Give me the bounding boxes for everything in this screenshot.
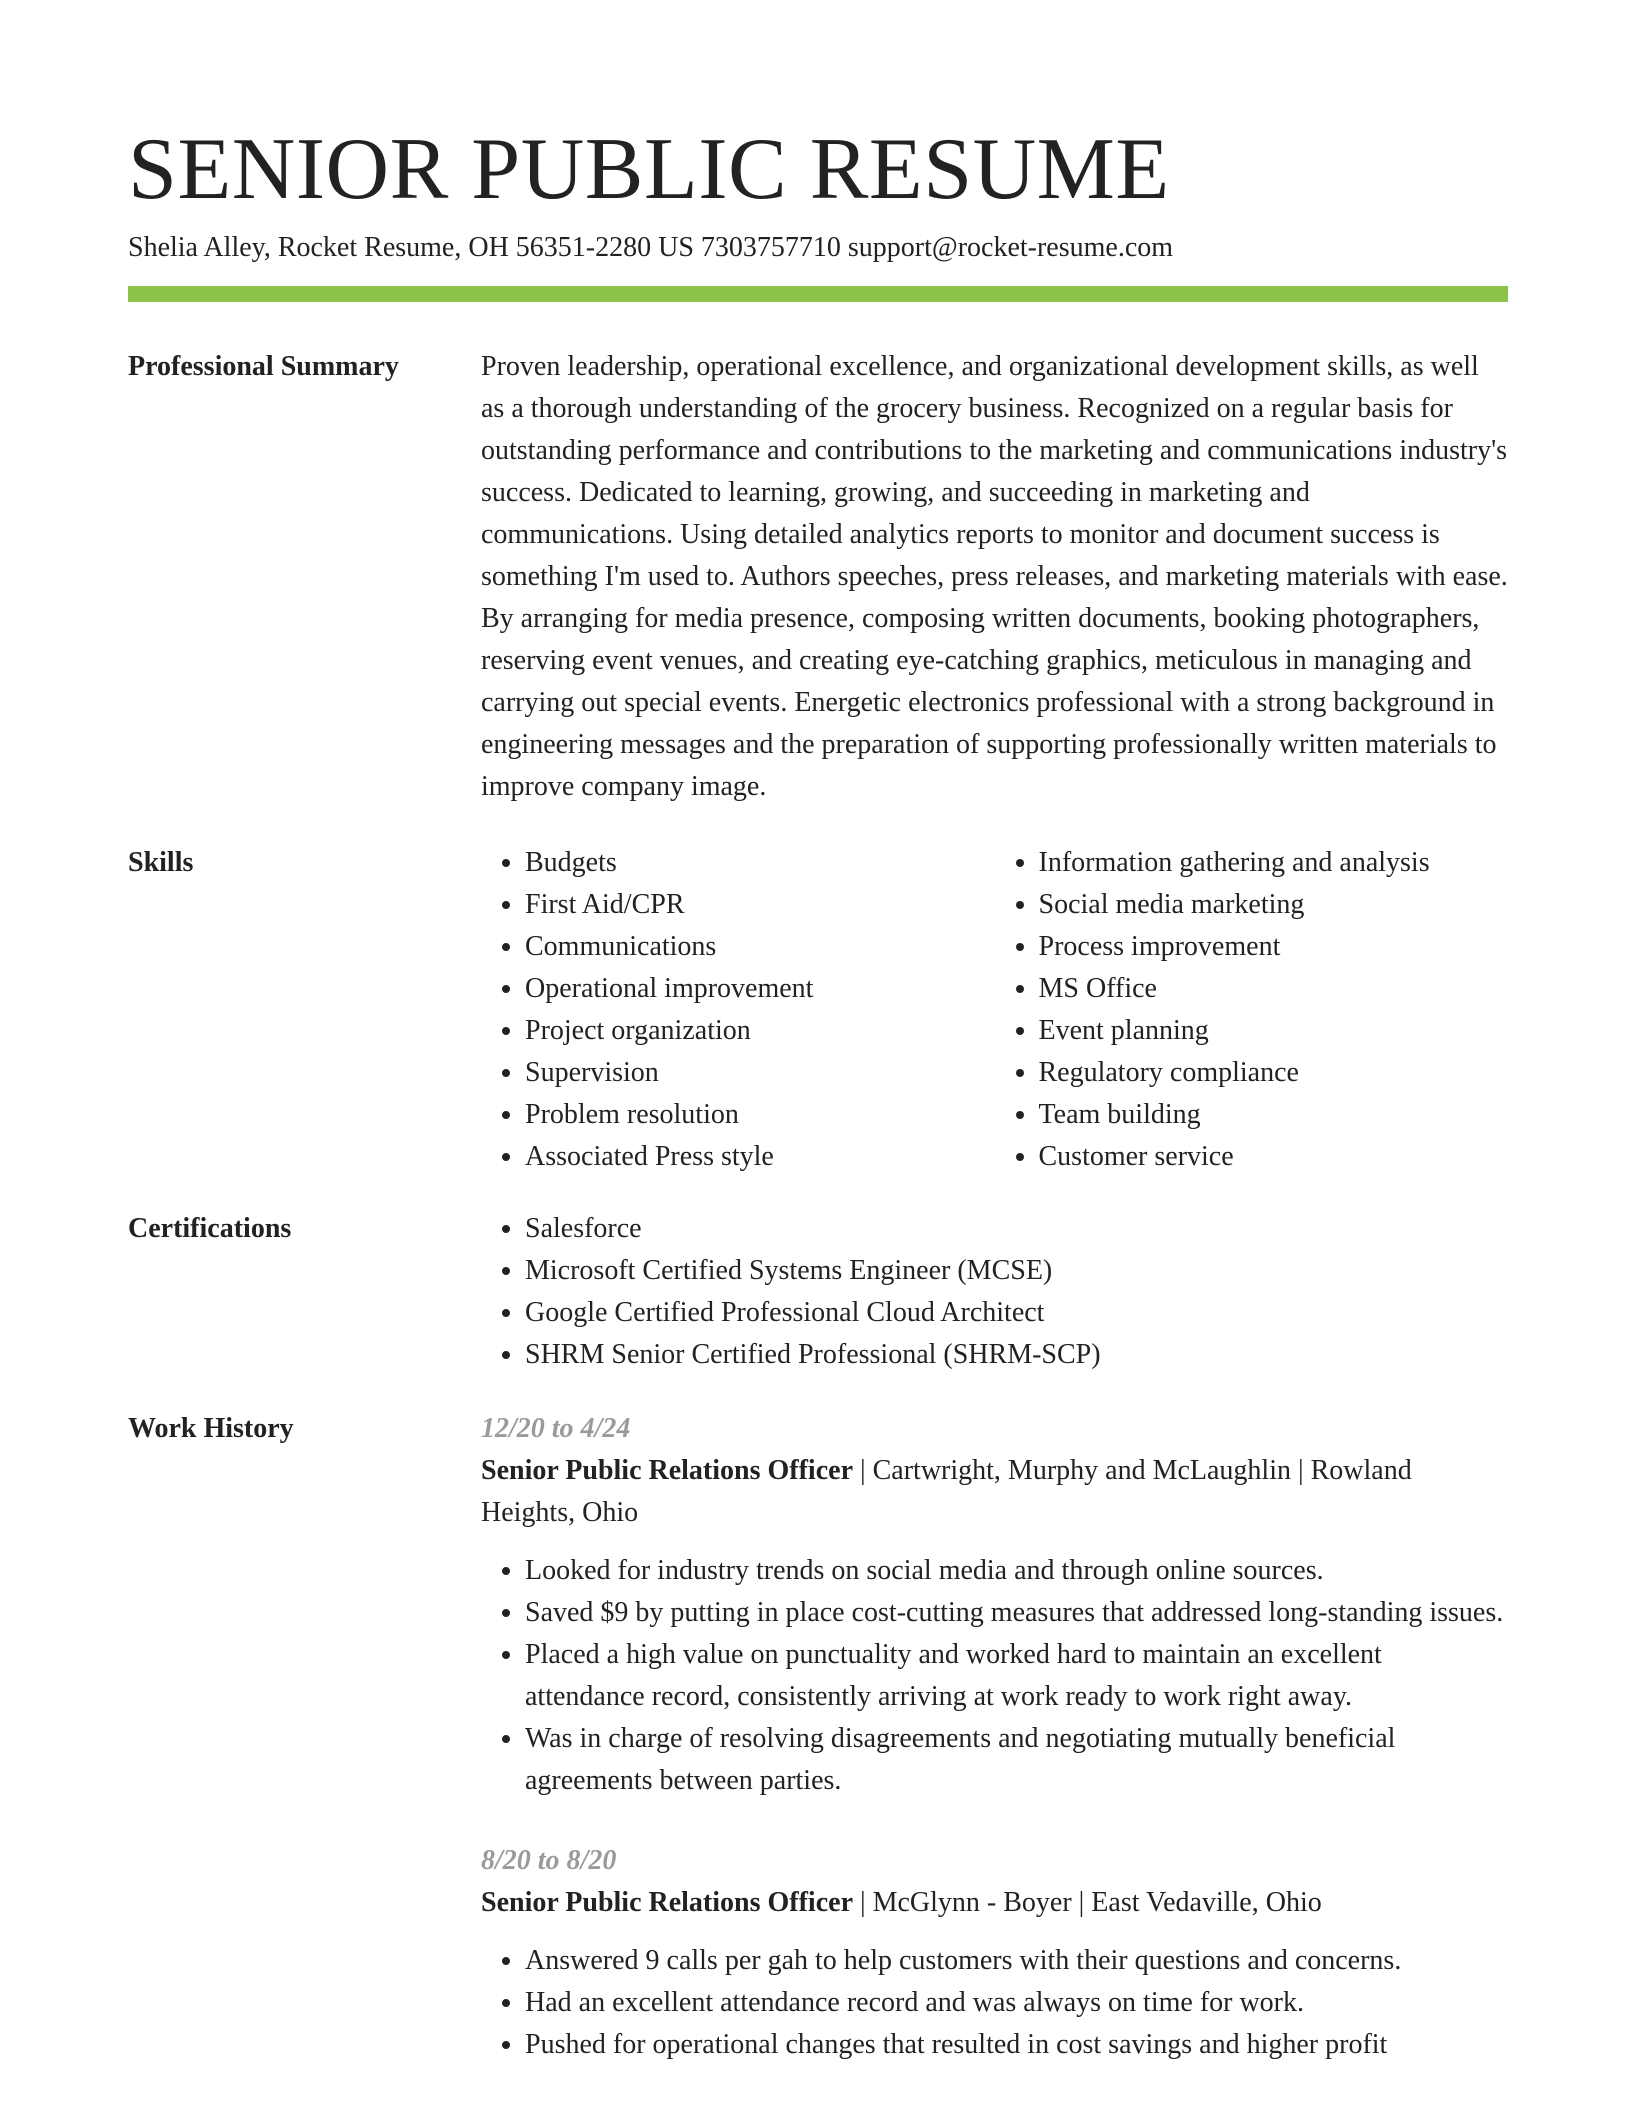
skill-item: • Problem resolution	[525, 1094, 995, 1136]
skill-item: • Project organization	[525, 1010, 995, 1052]
skills-label: Skills	[128, 847, 194, 878]
skill-item: • MS Office	[1039, 968, 1509, 1010]
job-bullet: • Was in charge of resolving disagreements and negotiating mutually beneficial agreements between parties.	[525, 1718, 1508, 1802]
certifications-label: Certifications	[128, 1213, 292, 1244]
job-bullet: • Answered 9 calls per gah to help customers with their questions and concerns.	[525, 1940, 1508, 1982]
job-dates: 12/20 to 4/24	[481, 1413, 631, 1444]
certification-item: • Microsoft Certified Systems Engineer (MCSE)	[525, 1250, 1508, 1292]
skill-item: • Associated Press style	[525, 1136, 995, 1178]
job-title: Senior Public Relations Officer	[481, 1455, 853, 1486]
skill-item: • Process improvement	[1039, 926, 1509, 968]
job-employer-location: | McGlynn - Boyer | East Vedaville, Ohio	[853, 1887, 1322, 1918]
certification-item: • Google Certified Professional Cloud Architect	[525, 1292, 1508, 1334]
skills-list-right	[995, 842, 1509, 1178]
skill-item: • Regulatory compliance	[1039, 1052, 1509, 1094]
certification-item: • SHRM Senior Certified Professional (SHRM-SCP)	[525, 1334, 1508, 1376]
skill-item: • Operational improvement	[525, 968, 995, 1010]
skill-item: • Social media marketing	[1039, 884, 1509, 926]
job-employer-location: | Cartwright, Murphy and McLaughlin | Rowland Heights, Ohio	[481, 1455, 1412, 1528]
job-bullet: • Looked for industry trends on social media and through online sources.	[525, 1550, 1508, 1592]
skill-item: • Team building	[1039, 1094, 1509, 1136]
resume-title: SENIOR PUBLIC RESUME	[128, 121, 1170, 218]
summary-text: Proven leadership, operational excellence, and organizational development skills, as well as a thorough understanding of the grocery business. Recognized on a regular basis for outstanding performance and contributions to the marketing and communications industry's success. Dedicated to learning, growing, and succeeding in marketing and communications. Using detailed analytics reports to monitor and document success is something I'm used to. Authors speeches, press releases, and marketing materials with ease. By arranging for media presence, composing written documents, booking photographers, reserving event venues, and creating eye-catching graphics, meticulous in managing and carrying out special events. Energetic electronics professional with a strong background in engineering messages and the preparation of supporting professionally written materials to improve company image.	[481, 351, 1508, 802]
summary-body	[481, 346, 1508, 808]
job-heading	[481, 1882, 1508, 1924]
skills-body	[481, 842, 1508, 1178]
skill-item: • Supervision	[525, 1052, 995, 1094]
contact-line: Shelia Alley, Rocket Resume, OH 56351-2280 US 7303757710 support@rocket-resume.com	[128, 232, 1174, 263]
job-bullet: • Placed a high value on punctuality and worked hard to maintain an excellent attendance record, consistently arriving at work ready to work right away.	[525, 1634, 1508, 1718]
job-bullet: • Had an excellent attendance record and was always on time for work.	[525, 1982, 1508, 2024]
certifications-body	[481, 1208, 1508, 1376]
skill-item: • Event planning	[1039, 1010, 1509, 1052]
job-entry	[481, 1840, 1508, 2066]
job-title: Senior Public Relations Officer	[481, 1887, 853, 1918]
work-history-label: Work History	[128, 1413, 294, 1444]
job-bullet: • Saved $9 by putting in place cost-cutting measures that addressed long-standing issues.	[525, 1592, 1508, 1634]
skill-item: • First Aid/CPR	[525, 884, 995, 926]
header-divider	[128, 286, 1508, 302]
job-bullets	[481, 1940, 1508, 2066]
skills-list-left	[481, 842, 995, 1178]
skill-item: • Budgets	[525, 842, 995, 884]
certifications-list	[481, 1208, 1508, 1376]
certification-item: • Salesforce	[525, 1208, 1508, 1250]
job-bullet: • Pushed for operational changes that resulted in cost savings and higher profit	[525, 2024, 1508, 2066]
job-dates: 8/20 to 8/20	[481, 1845, 617, 1876]
job-heading	[481, 1450, 1508, 1534]
skill-item: • Communications	[525, 926, 995, 968]
work-history-body	[481, 1408, 1508, 2104]
skill-item: • Information gathering and analysis	[1039, 842, 1509, 884]
skill-item: • Customer service	[1039, 1136, 1509, 1178]
job-entry	[481, 1408, 1508, 1802]
job-bullets	[481, 1550, 1508, 1802]
summary-label: Professional Summary	[128, 351, 399, 382]
